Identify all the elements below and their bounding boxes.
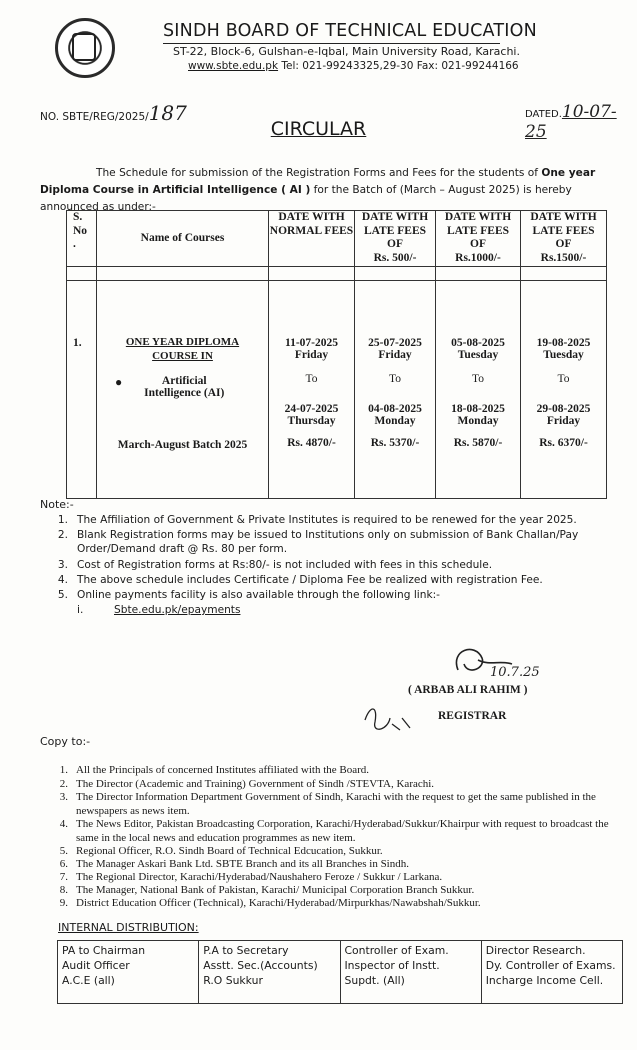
note-item: 2. Blank Registration forms may be issued to Institutions only on submission of Bank Challan/Pay Order/Demand draft @ Rs. 80 per form. — [57, 529, 579, 555]
header-normal-fees: DATE WITH NORMAL FEES — [269, 211, 355, 267]
fee-late-1500: Rs. 6370/- — [539, 437, 588, 449]
course-bullet: ● Artificial Intelligence (AI) — [115, 375, 225, 399]
schedule-table — [66, 210, 607, 499]
fee-normal: Rs. 4870/- — [287, 437, 336, 449]
col-late-500: 25-07-2025 Friday To 04-08-2025 Monday Rs. 5370/- — [355, 281, 436, 499]
fee-late-1000: Rs. 5870/- — [453, 437, 503, 449]
header-sno: S. No . — [67, 211, 97, 267]
dist-col-1: PA to Chairman Audit Officer A.C.E (all) — [58, 941, 199, 1004]
org-contact — [188, 60, 519, 72]
notes-label: Note:- — [40, 498, 74, 511]
list-item: 7. The Regional Director, Karachi/Hyderabad/Naushahero Feroze / Sukkur / Larkana. — [59, 871, 443, 883]
notes-list — [0, 513, 637, 618]
intro-paragraph: The Schedule for submission of the Registration Forms and Fees for the students of One year Diploma Course in Artificial Intelligence ( AI ) for the Batch of (March – August 2025) is hereby announced as under:- — [40, 167, 596, 213]
header-late-1000: DATE WITH LATE FEES OF Rs.1000/- — [436, 211, 521, 267]
table-spacer-row — [67, 267, 607, 281]
website-link[interactable]: www.sbte.edu.pk — [188, 60, 279, 72]
list-item: 4. The News Editor, Pakistan Broadcasting Corporation, Karachi/Hyderabad/Sukkur/Khairpur with request to broadcast the same in the local news and education programmes as new item. — [59, 818, 609, 844]
note-item: 3. Cost of Registration forms at Rs:80/- is not included with fees in this schedule. — [57, 559, 493, 571]
dist-col-3: Controller of Exam. Inspector of Instt. Supdt. (All) — [340, 941, 481, 1004]
list-item: 5. Regional Officer, R.O. Sindh Board of Technical Edcucation, Sukkur. — [59, 845, 383, 857]
note-item: 5. Online payments facility is also available through the following link:- — [57, 589, 440, 601]
table-row — [67, 281, 607, 499]
header-late-1500: DATE WITH LATE FEES OF Rs.1500/- — [521, 211, 607, 267]
epayments-link[interactable]: Sbte.edu.pk/epayments — [114, 604, 241, 616]
col-late-1500: 19-08-2025 Tuesday To 29-08-2025 Friday Rs. 6370/- — [521, 281, 607, 499]
row-sno: 1. — [67, 281, 97, 499]
org-name-underline — [163, 43, 500, 44]
list-item: 3. The Director Information Department Government of Sindh, Karachi with the request to get the same published in the newspapers as news item. — [59, 791, 596, 817]
note-item: 1. The Affiliation of Government & Private Institutes is required to be renewed for the year 2025. — [57, 514, 577, 526]
list-item: 1. All the Principals of concerned Institutes affiliated with the Board. — [59, 764, 370, 776]
ref-label: NO. SBTE/REG/2025/ — [40, 111, 149, 123]
col-late-1000: 05-08-2025 Tuesday To 18-08-2025 Monday Rs. 5870/- — [436, 281, 521, 499]
initials-scribble — [360, 700, 415, 740]
note-subitem: i. Sbte.edu.pk/epayments — [77, 604, 241, 616]
header-course-name: Name of Courses — [97, 211, 269, 267]
org-name: SINDH BOARD OF TECHNICAL EDUCATION — [163, 21, 537, 41]
list-item: 6. The Manager Askari Bank Ltd. SBTE Branch and its all Branches in Sindh. — [59, 858, 409, 870]
page-title: CIRCULAR — [270, 118, 367, 140]
course-title: ONE YEAR DIPLOMA COURSE IN — [125, 336, 240, 362]
dist-col-2: P.A to Secretary Asstt. Sec.(Accounts) R.O Sukkur — [199, 941, 340, 1004]
internal-distribution-label: INTERNAL DISTRIBUTION: — [58, 921, 199, 934]
registrar-designation: REGISTRAR — [438, 710, 507, 722]
phone-fax: Tel: 021-99243325,29-30 Fax: 021-99244166 — [278, 60, 519, 72]
ref-handwritten-number: 187 — [148, 101, 187, 125]
internal-distribution-table — [57, 940, 623, 1004]
copy-to-label: Copy to:- — [40, 735, 91, 748]
col-normal: 11-07-2025 Friday To 24-07-2025 Thursday Rs. 4870/- — [269, 281, 355, 499]
copy-to-list — [0, 764, 637, 910]
date-label: DATED. — [525, 109, 562, 120]
table-header-row — [67, 211, 607, 267]
signature-date: 10.7.25 — [490, 665, 540, 680]
list-item: 8. The Manager, National Bank of Pakistan, Karachi/ Municipal Corporation Branch Sukkur. — [59, 884, 475, 896]
note-item: 4. The above schedule includes Certificate / Diploma Fee be realized with registration Fee. — [57, 574, 543, 586]
fee-late-500: Rs. 5370/- — [370, 437, 420, 449]
dist-col-4: Director Research. Dy. Controller of Exams. Incharge Income Cell. — [481, 941, 622, 1004]
row-course — [97, 281, 269, 499]
sbte-seal-logo — [55, 18, 115, 78]
batch-label: March-August Batch 2025 — [117, 439, 248, 451]
header-late-500: DATE WITH LATE FEES OF Rs. 500/- — [355, 211, 436, 267]
org-address: ST-22, Block-6, Gulshan-e-Iqbal, Main University Road, Karachi. — [173, 45, 520, 58]
date-handwritten: 10-07-25 — [525, 102, 617, 142]
registrar-name: ( ARBAB ALI RAHIM ) — [408, 684, 528, 696]
list-item: 2. The Director (Academic and Training) Government of Sindh /STEVTA, Karachi. — [59, 778, 435, 790]
list-item: 9. District Education Officer (Technical), Karachi/Hyderabad/Mirpurkhas/Nawabshah/Sukkur. — [59, 897, 481, 909]
